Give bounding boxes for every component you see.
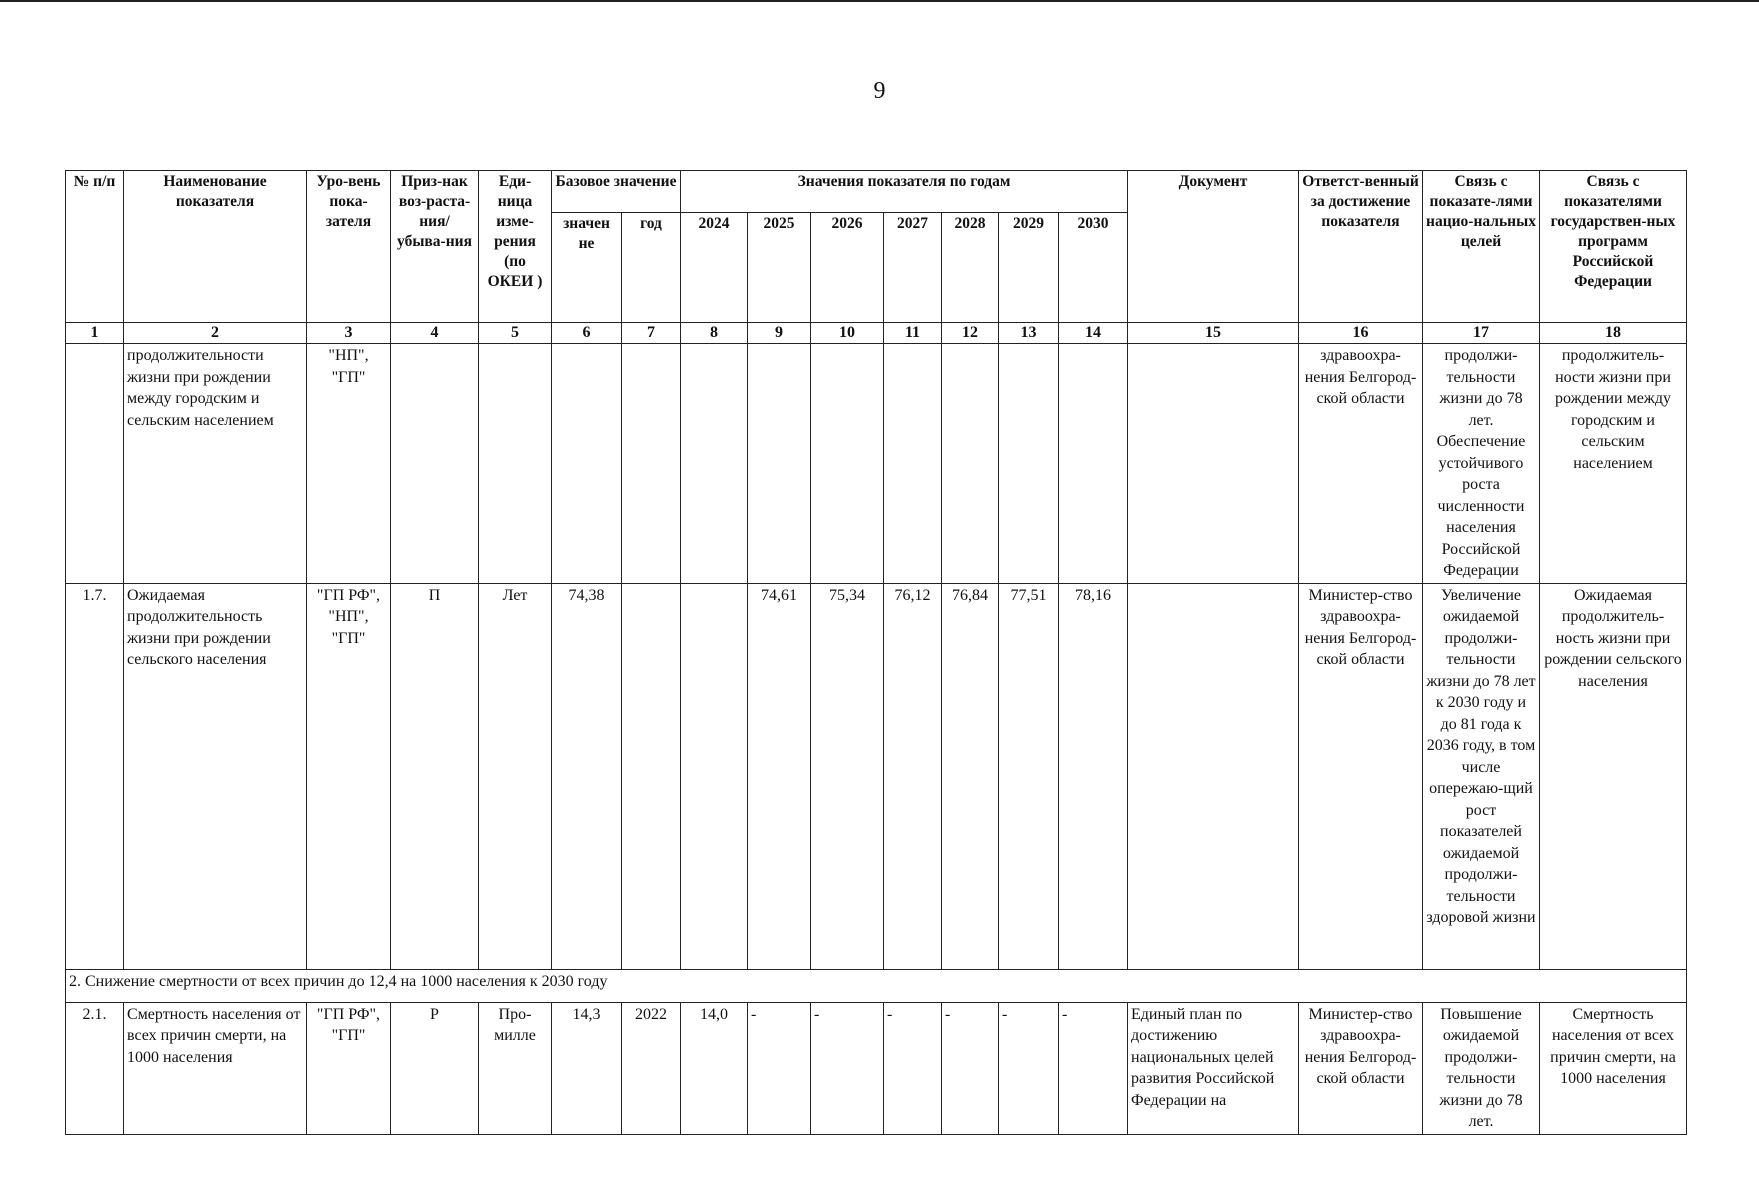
header-years: Значения показателя по годам <box>681 171 1128 213</box>
column-number: 13 <box>999 323 1059 344</box>
indicators-table <box>65 170 1687 1135</box>
column-number: 9 <box>748 323 811 344</box>
row-state-programs: Ожидаемая продолжитель-ность жизни при рождении сельского населения <box>1540 583 1687 969</box>
header-year-2025: 2025 <box>748 213 811 323</box>
row-value-2027: 76,12 <box>884 583 942 969</box>
column-number: 3 <box>307 323 391 344</box>
header-sign: Приз-нак воз-раста-ния/ убыва-ния <box>391 171 479 323</box>
column-number: 5 <box>479 323 552 344</box>
column-number: 7 <box>622 323 681 344</box>
header-name: Наименование показателя <box>124 171 307 323</box>
row-national-goals: Повышение ожидаемой продолжи-тельности жизни до 78 лет. <box>1423 1002 1540 1134</box>
row-value-2028: 76,84 <box>942 583 999 969</box>
row-value-2024 <box>681 344 748 584</box>
table-row <box>66 1002 1687 1134</box>
section-title: 2. Снижение смертности от всех причин до 12,4 на 1000 населения к 2030 году <box>66 969 1687 1002</box>
row-sign: П <box>391 583 479 969</box>
row-value-2028 <box>942 344 999 584</box>
row-national-goals: Увеличение ожидаемой продолжи-тельности жизни до 78 лет к 2030 году и до 81 года к 2036 году, в том числе опережаю-щий рост показателей ожидаемой продолжи-тельности здоровой жизни <box>1423 583 1540 969</box>
row-level: "НП", "ГП" <box>307 344 391 584</box>
row-level: "ГП РФ", "НП", "ГП" <box>307 583 391 969</box>
row-value-2030: 78,16 <box>1059 583 1128 969</box>
row-state-programs: Смертность населения от всех причин смерти, на 1000 населения <box>1540 1002 1687 1134</box>
row-base-year: 2022 <box>622 1002 681 1134</box>
section-row <box>66 969 1687 1002</box>
header-base-value: значен не <box>552 213 622 323</box>
row-value-2024 <box>681 583 748 969</box>
row-name: продолжительности жизни при рождении между городским и сельским населением <box>124 344 307 584</box>
column-number: 1 <box>66 323 124 344</box>
row-name: Смертность населения от всех причин смерти, на 1000 населения <box>124 1002 307 1134</box>
row-unit <box>479 344 552 584</box>
row-base-value: 74,38 <box>552 583 622 969</box>
column-number: 18 <box>1540 323 1687 344</box>
header-unit: Еди-ница изме-рения (по ОКЕИ ) <box>479 171 552 323</box>
row-base-year <box>622 344 681 584</box>
row-num <box>66 344 124 584</box>
row-name: Ожидаемая продолжительность жизни при рождении сельского населения <box>124 583 307 969</box>
header-year-2029: 2029 <box>999 213 1059 323</box>
row-value-2030 <box>1059 344 1128 584</box>
header-document: Документ <box>1128 171 1299 323</box>
row-sign <box>391 344 479 584</box>
header-national-goals: Связь с показате-лями нацио-нальных целей <box>1423 171 1540 323</box>
column-number: 8 <box>681 323 748 344</box>
row-responsible: Министер-ство здравоохра-нения Белгород-ской области <box>1299 1002 1423 1134</box>
column-number: 15 <box>1128 323 1299 344</box>
table-row <box>66 583 1687 969</box>
header-num: № п/п <box>66 171 124 323</box>
column-number: 12 <box>942 323 999 344</box>
row-sign: Р <box>391 1002 479 1134</box>
header-year-2027: 2027 <box>884 213 942 323</box>
row-value-2029 <box>999 344 1059 584</box>
header-state-programs: Связь с показателями государствен-ных программ Российской Федерации <box>1540 171 1687 323</box>
row-value-2026: 75,34 <box>811 583 884 969</box>
row-base-year <box>622 583 681 969</box>
column-number: 16 <box>1299 323 1423 344</box>
row-unit: Лет <box>479 583 552 969</box>
column-number: 14 <box>1059 323 1128 344</box>
row-num: 2.1. <box>66 1002 124 1134</box>
column-number: 2 <box>124 323 307 344</box>
row-document: Единый план по достижению национальных целей развития Российской Федерации на <box>1128 1002 1299 1134</box>
page-number: 9 <box>873 78 886 104</box>
row-value-2027 <box>884 344 942 584</box>
header-base-year: год <box>622 213 681 323</box>
header-year-2024: 2024 <box>681 213 748 323</box>
column-number: 6 <box>552 323 622 344</box>
top-border-line <box>0 0 1759 2</box>
header-base: Базовое значение <box>552 171 681 213</box>
row-responsible: Министер-ство здравоохра-нения Белгород-ской области <box>1299 583 1423 969</box>
row-unit: Про-милле <box>479 1002 552 1134</box>
row-base-value: 14,3 <box>552 1002 622 1134</box>
row-document <box>1128 583 1299 969</box>
row-value-2030: - <box>1059 1002 1128 1134</box>
row-value-2029: 77,51 <box>999 583 1059 969</box>
header-responsible: Ответст-венный за достижение показателя <box>1299 171 1423 323</box>
row-value-2028: - <box>942 1002 999 1134</box>
column-number-row <box>66 323 1687 344</box>
header-level: Уро-вень пока-зателя <box>307 171 391 323</box>
column-number: 4 <box>391 323 479 344</box>
row-value-2026 <box>811 344 884 584</box>
row-state-programs: продолжитель-ности жизни при рождении между городским и сельским населением <box>1540 344 1687 584</box>
row-value-2025: 74,61 <box>748 583 811 969</box>
row-num: 1.7. <box>66 583 124 969</box>
table-row <box>66 344 1687 584</box>
row-value-2029: - <box>999 1002 1059 1134</box>
header-year-2030: 2030 <box>1059 213 1128 323</box>
row-base-value <box>552 344 622 584</box>
row-level: "ГП РФ", "ГП" <box>307 1002 391 1134</box>
header-year-2028: 2028 <box>942 213 999 323</box>
row-value-2024: 14,0 <box>681 1002 748 1134</box>
header-year-2026: 2026 <box>811 213 884 323</box>
row-value-2027: - <box>884 1002 942 1134</box>
row-value-2026: - <box>811 1002 884 1134</box>
row-responsible: здравоохра-нения Белгород-ской области <box>1299 344 1423 584</box>
column-number: 17 <box>1423 323 1540 344</box>
row-national-goals: продолжи-тельности жизни до 78 лет. Обеспечение устойчивого роста численности населения Российской Федерации <box>1423 344 1540 584</box>
row-value-2025 <box>748 344 811 584</box>
column-number: 11 <box>884 323 942 344</box>
column-number: 10 <box>811 323 884 344</box>
row-document <box>1128 344 1299 584</box>
row-value-2025: - <box>748 1002 811 1134</box>
